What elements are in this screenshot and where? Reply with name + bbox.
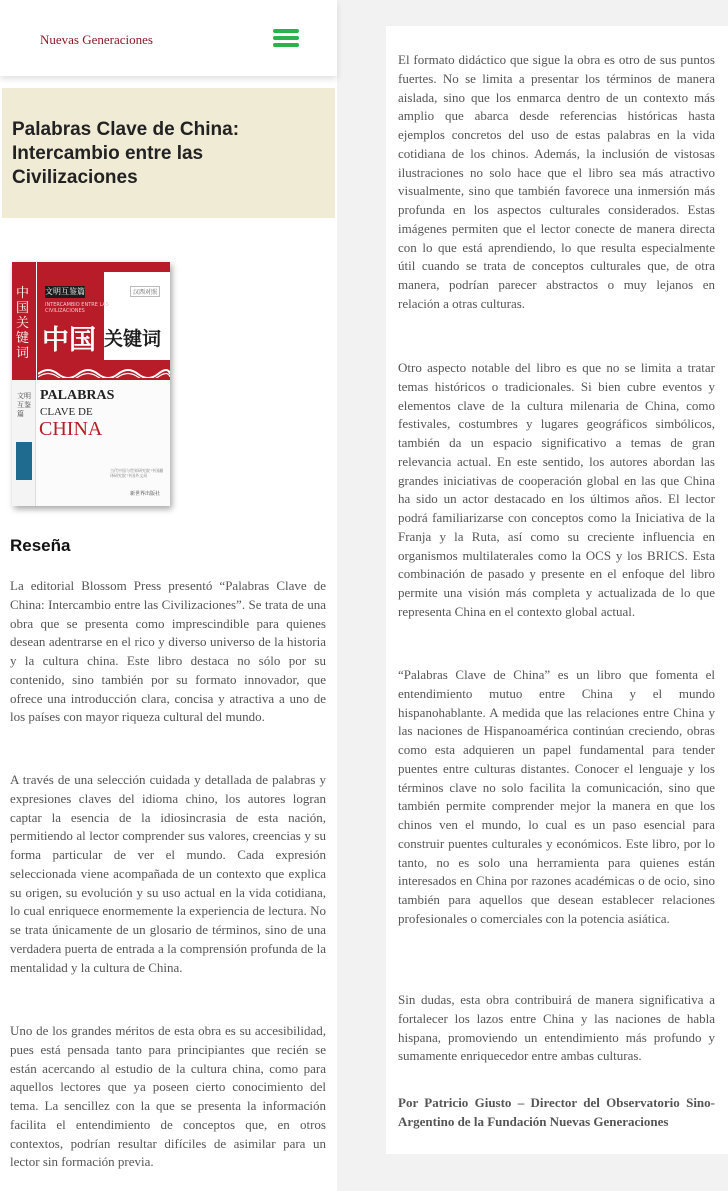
title-banner	[2, 88, 335, 218]
site-logo[interactable]: Nuevas Generaciones	[40, 32, 153, 47]
site-header	[0, 0, 337, 76]
review-paragraph-1: La editorial Blossom Press presentó “Palabras Clave de China: Intercambio entre las Civilizaciones”. Se trata de una obra que se presenta como imprescindible para quienes desean adentrarse en el rico y diverso universo de la historia y la cultura china. Este libro destaca no sólo por su contenido, sino también por su formato innovador, que ofrece una introducción clara, concisa y atractiva a uno de los países con mayor riqueza cultural del mundo.	[10, 578, 326, 725]
cover-clave: CLAVE DE	[40, 406, 93, 418]
review-paragraph-7: Sin dudas, esta obra contribuirá de manera significativa a fortalecer los lazos entre China y las naciones de habla hispana, promoviendo un entendimiento más profundo y sumamente enriquecedor entre ambas culturas.	[398, 992, 715, 1064]
spine-title: 中国关键词	[16, 286, 30, 361]
review-paragraph-2: A través de una selección cuidada y detallada de palabras y expresiones claves del idioma chino, los autores logran captar la esencia de la idiosincrasia de esta nación, permitiendo al lector comprender sus valores, creencias y su forma particular de ver el mundo. Cada expresión seleccionada viene acompañada de un contexto que explica su origen, su evolución y su uso actual en la vida cotidiana, lo cual enriquece enormemente la experiencia de lectura. No se trata únicamente de un glosario de términos, sino de una verdadera puerta de entrada a la comprensión profunda de la mentalidad y la cultura de China.	[10, 772, 326, 975]
author-signature: Por Patricio Giusto – Director del Observatorio Sino-Argentino de la Fundación Nuevas Generaciones	[398, 1095, 715, 1129]
cover-palabras: PALABRAS	[40, 388, 115, 403]
book-cover-image	[12, 262, 170, 506]
cover-publisher: 新世界出版社	[130, 491, 161, 497]
cover-zh-title-2: 关键词	[104, 328, 162, 350]
cover-series-label: 文明互鉴篇	[45, 287, 85, 296]
review-heading: Reseña	[10, 536, 71, 555]
review-paragraph-6: “Palabras Clave de China” es un libro que fomenta el entendimiento mutuo entre China y el mundo hispanohablante. A medida que las relaciones entre China y las naciones de Hispanoamérica continúan creciendo, obras como esta adquieren un papel fundamental para tender puentes entre culturas distantes. Conocer el lenguaje y los términos clave no solo facilita la comunicación, sino que también permite comprender mejor la manera en que los chinos ven el mundo, lo cual es un paso esencial para construir puentes culturales y económicos. Este libro, por lo tanto, no es solo una herramienta para quienes están interesados en China por razones académicas o de ocio, sino también para aquellos que desean establecer relaciones profesionales o comerciales con la potencia asiática.	[398, 667, 715, 926]
cover-edition-tag: 汉西对照	[130, 286, 160, 297]
review-paragraph-4: El formato didáctico que sigue la obra es otro de sus puntos fuertes. No se limita a presentar los términos de manera aislada, sino que los enmarca dentro de un contexto más amplio que abarca desde referencias históricas hasta ejemplos concretos del uso de estas palabras en la vida cotidiana de los chinos. Además, la inclusión de vistosas ilustraciones no solo hace que el libro sea más atractivo visualmente, sino que también favorece una inmersión más profunda en los aspectos culturales considerados. Estas imágenes permiten que el lector conecte de manera directa con lo que está aprendiendo, lo que resulta especialmente útil cuando se trata de conceptos culturales que, de otra manera, podrían parecer abstractos o muy lejanos en relación a otras culturas.	[398, 52, 715, 311]
review-paragraph-5: Otro aspecto notable del libro es que no se limita a tratar temas históricos o tradicionales. Si bien cubre eventos y elementos clave de la cultura milenaria de China, como festivales, costumbres y lugares geográficos simbólicos, también da un espacio significativo a temas de gran relevancia actual. En este sentido, los autores abordan las grandes iniciativas de cooperación global en las que China ha sido un actor destacado en los últimos años. El lector podrá familiarizarse con conceptos como la Iniciativa de la Franja y la Ruta, así como su creciente influencia en organismos multilaterales como la OCS y los BRICS. Esta combinación de pasado y presente en el enfoque del libro permite una visión más completa y actualizada de lo que representa China en el contexto global actual.	[398, 360, 715, 619]
cloud-ornament-icon	[38, 364, 170, 378]
cover-zh-title-1: 中国	[42, 325, 96, 356]
cover-small-print: 当代中国与世界研究院 中国翻译研究院 中国外文局	[110, 468, 164, 478]
hamburger-menu-icon[interactable]	[273, 29, 299, 49]
book-spine	[12, 262, 36, 506]
cover-china: CHINA	[39, 418, 103, 440]
cover-subtitle: INTERCAMBIO ENTRE LAS CIVILIZACIONES	[45, 302, 109, 314]
review-paragraph-3: Uno de los grandes méritos de esta obra es su accesibilidad, pues está pensada tanto para principiantes que recién se están acercando al estudio de la cultura china, como para aquellos lectores que ya poseen cierto conocimiento del tema. La sencillez con la que se presenta la información facilita el entendimiento de conceptos que, en otros contextos, podrían resultar difíciles de asimilar para un lector sin formación previa.	[10, 1023, 326, 1170]
spine-subtitle: 文明互鉴篇	[17, 392, 31, 418]
page-title: Palabras Clave de China: Intercambio entre las Civilizaciones	[12, 119, 240, 188]
spine-logo	[16, 442, 32, 480]
